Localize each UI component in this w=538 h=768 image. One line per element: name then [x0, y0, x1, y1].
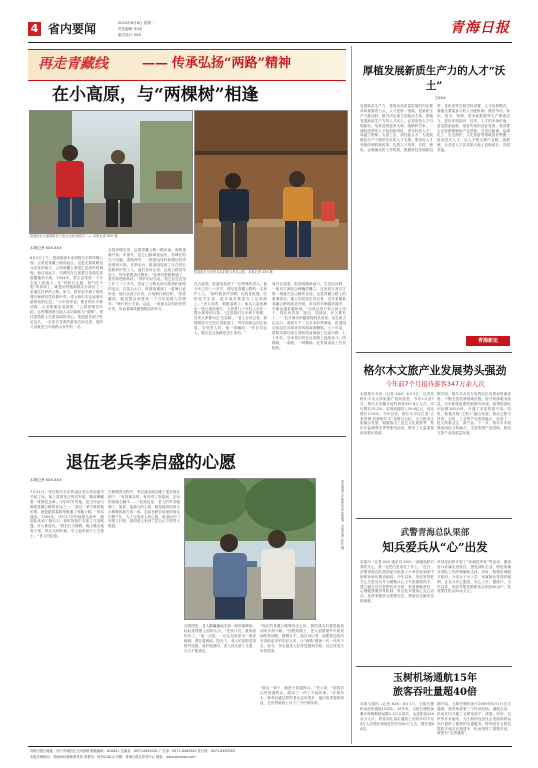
lead-body-col-1: 8月5日上午，报道组驱车来到格尔木将军楼公园。这里是青藏公路的起点，也是无数筑路官兵出发的地方。公园里矗立着慕生忠将军的铜像，他目视远方，仿佛仍在注视着这条通往高原腹地的天路。1954年，慕生忠带领一千多名驼工和战士，在“风吹石头跑、氧气吃不饱”的高原上，硬是用铁锹和镐头开辟出了一条通往拉萨的公路。如今，将军亲手栽下的两棵白杨树依然枝繁叶茂，成为格尔木这座城市最珍贵的记忆。“当年将军说，要在格尔木种活树，让戈壁滩变成绿洲。”公园管理员介绍，这两棵树被当地人亲切地称为“望柳”，寄托着筑路人扎根高原的决心。报道组在树下驻足良久，一位来自甘肃的游客告诉记者，他的父亲就是当年筑路大军中的一员。	[30, 256, 103, 329]
lead-photo-2-caption: 报道组在当年的兵站旧址与老兵合影。本报记者 XXX 摄	[194, 270, 273, 274]
column-tag-label: 青海新论	[477, 338, 498, 344]
lead-body-col-3: 在五道梁，报道组见到了一位特殊的老人。他今年已经八十多岁，曾经是青藏公路的一名养护工人。“那时候条件苦啊，住的是帐篷，吃的是夹生饭，很多战友都留在了这条路上。”老人说着，眼眶湿润了。他从口袋里掏出一张泛黄的照片，上面是几个年轻人站在一棵小树旁的合影。“这是我们当年种下的树，后来大家都叫它‘兄弟树’。”老人告诉记者，那棵树如今已经长得很高了，每年他都会回去看看。告别老人时，他一再嘱咐：“你们年轻人，要记住这条路是怎么来的。”	[194, 282, 267, 336]
lead-story-bottom-rule	[28, 436, 346, 437]
designer-credit: 版式设计 XXX	[118, 33, 141, 37]
banner-theme: 传承弘扬“两路”精神	[172, 56, 291, 71]
second-body-col-4: “现在的青藏公路修得这么好，我的战友们要是能看到该多高兴啊。”回程的路上，老人望着窗外平坦宽阔的柏油路，感慨万千。他告诉记者，他要把这段历史讲给更多的年轻人听，让“两路”精神一代一代传下去。如今，李启盛老人经常受邀到学校、社区讲述当年的故事。	[260, 624, 344, 653]
second-body-col-5: “我这一辈子，就是个普通的兵。”老人说，“但我们这些普通的兵，做成了一件了不起的事。”在格尔木，像李启盛这样的老兵还有很多，他们用青春和热血，在世界屋脊上写下了不朽的传奇。	[260, 686, 344, 705]
lead-photo-1	[29, 110, 193, 234]
masthead-rule	[28, 42, 512, 43]
footer-line-1: 青海日报社地址：西宁市城西区五四西路·邮政编码：810001 总编室：0971-8483301 广告部：0971-8483302 发行部：0971-8483303	[30, 749, 235, 753]
newspaper-logo: 青海日报	[450, 20, 510, 36]
news2-body-col-1: 本报讯（记者 XXX 通讯员 XXX）“谢谢组织对我的关心，我一定把心思用在工作上。”近日，武警青海总队果部某中队战士小李在收到家中困难补助后激动地说。今年以来，该部坚持把关心关爱官兵作为凝聚兵心士气的重要抓手，建立健全官兵思想状况分析、家庭困难帮扶、心理健康服务等机制，常态化开展谈心交心活动，及时掌握官兵思想动态，帮助官兵解决实际困难。	[360, 560, 434, 604]
column-headline: 厚植发展新质生产力的人才“沃土”	[362, 65, 506, 92]
lead-headline: 在小高原，与“两棵树”相逢	[52, 85, 259, 105]
news3-headline: 玉树机场通航15年	[393, 673, 477, 684]
lead-photo-2	[194, 110, 348, 270]
masthead	[22, 16, 518, 42]
lead-body-col-4: 离开五道梁，报道组继续南行。在沱沱河畔，一座长江源纪念碑巍然矗立。这里是万里长江第一城唐古拉山镇所在地，也是青藏公路上的重要驿站。镇上的居民告诉记者，近年来随着青藏公路的改造升级，来往的车辆越来越多，小镇也越来越热闹。“以前这里只有几间土房子，现在有宾馆、饭店、加油站，什么都有了。”一位开商店的藏族阿妈笑着说。站在唐古拉山口，海拔五千二百多米的界碑前，报道组全体成员向着来时的路深深鞠躬。七十年前，筑路英雄们用生命和热血铺就了这条天路；七十年后，后来者们仍在这条路上接续奋斗。两棵树，一条路，一种精神，在雪域高原上代代相传。	[272, 282, 346, 350]
second-photo	[184, 478, 316, 620]
news2-headline-2: 知兵爱兵从“心”出发	[382, 540, 488, 554]
section-title: 省内要闻	[48, 22, 97, 36]
column-body: 发展新质生产力，是推动高质量发展的内在要求和重要着力点。人才是第一资源，是新质生产力最活跃、最具决定意义的能动主体。厚植发展新质生产力的人才沃土，必须坚持人才引领驱动，培养造就更多大师、战略科学家、一流科技领军人才和创新团队、青年科技人才、卓越工程师、大国工匠、高技能人才，为发展新质生产力提供坚实的人才支撑。要深化人才发展体制机制改革，完善人才培养、引进、使用、合理流动的工作机制，根据科技发展新趋势，优化高等学校学科设置、人才培养模式。要健全要素参与收入分配机制，激发劳动、知识、技术、管理、资本和数据等生产要素活力，更好体现知识、技术、人才的市场价值，营造鼓励创新、宽容失败的良好氛围。我省要立足资源禀赋和产业基础，在清洁能源、盐湖化工、生态保护、文化旅游等领域加快集聚一批高层次人才，以人才链支撑产业链、创新链，让各类人才在高原大地上竞相成长、各展其能。	[360, 104, 510, 153]
lead-photo-1-caption: 报道组在五道梁附近与老兵交谈(前排左二)。本报记者 XXX 摄	[30, 234, 118, 238]
second-body-col-2: 在修路的过程中，李启盛亲眼目睹了很多战友倒下。“有的被冻伤，有的得了高原病，还有的被落石砸中……”说到这里，老人的声音哽咽了。他说，他最大的心愿，就是能再回到当年修路的地方看一看，去给长眠在那里的战友们敬个礼。为了完成老人的心愿，报道组专门安排了行程，陪同老人来到了昆仑山下的烈士陵园。	[108, 490, 180, 529]
lead-byline: 本报记者 XXX XXX	[30, 246, 62, 250]
news2-bottom-rule	[356, 666, 512, 667]
lead-photo-2-image	[195, 111, 347, 269]
page-number-box	[28, 22, 41, 36]
news1-body-col-2: 据介绍，格尔木市充分发挥区位优势和资源优势，不断完善旅游基础设施，提升旅游服务质量。全市新建改建旅游厕所20座，新增旅游标识标牌100余块，开通了多条旅游专线。同时，积极开展“文旅+”融合发展，推动文旅与体育、农牧、工业等产业深度融合，培育了一批文旅新业态、新产品。下一步，格尔木市将继续深化文旅融合，丰富旅游产品供给，推动文旅产业高质量发展。	[437, 392, 511, 436]
second-body-col-3: 在陵园里，老人颤巍巍地走到一座座墓碑前，轻轻抚摸着上面的名字。“老伙计们，我来看你们了。”他一边说，一边从包里拿出一瓶青稞酒，洒在墓碑前。阳光下，老人的身影显得格外坚毅。离开陵园时，老人回头望了又望，久久不愿离去。	[184, 624, 256, 653]
second-byline: 本报记者 XXX XXX	[30, 478, 62, 482]
news2-headline: 武警青海总队果部	[400, 528, 470, 538]
second-headline: 退伍老兵李启盛的心愿	[66, 453, 236, 473]
second-body-col-1: 7月31日，家住格尔木市的退伍老兵李启盛早早起了床，换上洗得发白的旧军装，胸前佩戴着一排排纪念章。今年87岁的他，是当年参与修建青藏公路的老兵之一。“我这一辈子最骄傲的事，就是跟着慕将军修通了青藏公路。”李启盛说。1954年，年仅17岁的他报名参军，随部队来到了格尔木。那时的格尔木除了几顶帐篷，什么都没有。“我们白天修路，晚上睡在地窝子里，风沙大的时候，早上起来被子上全是土。”老人回忆道。	[30, 490, 104, 539]
news3-headline-2: 旅客吞吐量超40倍	[393, 687, 477, 698]
column-author: 王XXX	[434, 96, 446, 100]
news2-body-col-2: 该部还组织开展了“家属进军营”等活动，邀请官兵家属走进营区，感受部队生活，增进家属对部队工作的理解和支持。同时，积极协调地方政府，为官兵子女入学、家属就业等提供便利，让官兵安心服役、安心工作。据统计，今年以来，该部共帮扶困难官兵家庭40余户，发放帮扶资金20余万元。	[437, 560, 511, 594]
banner-dash: ——	[142, 56, 168, 71]
news1-bottom-rule	[356, 518, 512, 519]
news1-headline: 格尔木文旅产业发展势头强劲	[363, 364, 507, 377]
news1-subhead: 今年前7个月接待游客347万余人次	[385, 380, 485, 388]
second-photo-image	[185, 479, 315, 619]
news3-body-col-1: 本报玉树讯（记者 XXX）8月1日，玉树巴塘机场迎来通航15周年。15年来，玉树巴塘机场累计保障航班起降2.5万余架次，运送旅客240余万人次，旅客吞吐量由通航之初的年均不足4万人次增长到现在的年均40万人次，增长超40倍。	[360, 702, 434, 731]
editor-credit: 责任编辑 张XX	[118, 27, 143, 31]
news1-body-col-1: 本报格尔木讯（记者 XXX）8月5日，记者从格尔木市文体旅游广电局获悉，今年1月至7月，格尔木市累计接待游客347.6万人次，同比增长15.2%；实现旅游收入29.8亿元，同比增长17.6%。今年以来，格尔木市以打造“大美青海·宜游格尔木”品牌为目标，大力推进文旅融合发展，相继推出了昆仑文化旅游季、察尔汗盐湖观光季等系列活动，吸引了大量游客前来观光旅游。	[360, 392, 434, 436]
second-photo-caption: 李启盛老人在讲述当年的故事。本报记者 XXX 摄	[340, 480, 344, 550]
column-divider	[351, 46, 352, 744]
issue-date: 2024年8月6日 星期一	[118, 21, 155, 25]
banner-series-name: 再走青藏线	[38, 56, 108, 72]
news3-body-col-2: 据介绍，玉树巴塘机场于2009年8月1日正式通航，是青海省第三个民用机场。通航以来，机场先后开通了玉树至西宁、成都、西安、拉萨等多条航线，为玉树州经济社会发展和群众出行提供了便捷的交通服务。特别是在玉树抗震救灾和灾后重建中，机场发挥了重要作用，被誉为“生命通道”。	[437, 702, 511, 736]
lead-photo-1-image	[30, 111, 192, 233]
lead-body-col-2: 从将军楼出发，沿着青藏公路一路向南，海拔逐渐升高。车窗外，昆仑山脉绵延起伏，雪峰在阳光下闪耀。道路两旁，一根根电线杆和通信铁塔延伸到天际。在纳赤台，报道组见到了正在进行道路养护的工人。他们告诉记者，这段公路常年冻土，每年都要进行修补。“前辈们把路修通了，我们要把路养好。”养护站站长说，他已经在这里工作了二十多年，见证了公路从砂石路到柏油路的变迁。在昆仑山口，报道组遇到了一群骑行爱好者，他们从西宁出发，计划骑行到拉萨。“来青藏线，就是想亲身感受一下当年筑路人的艰辛。”骑行者小王说。沿途，一座座兵站旧址依然可见，诉说着那段激情燃烧的岁月。	[108, 248, 186, 311]
footer-rule	[28, 746, 512, 747]
series-banner	[28, 49, 346, 81]
column-bottom-rule	[356, 352, 512, 353]
column-tag	[466, 336, 510, 346]
footer-line-2: 本报法律顾问：青海XXX律师事务所 零售价：每份2.00元 印刷：青海日报社印务中心 网址：www.qhnews.com	[30, 755, 196, 759]
page-number: 4	[30, 22, 39, 35]
